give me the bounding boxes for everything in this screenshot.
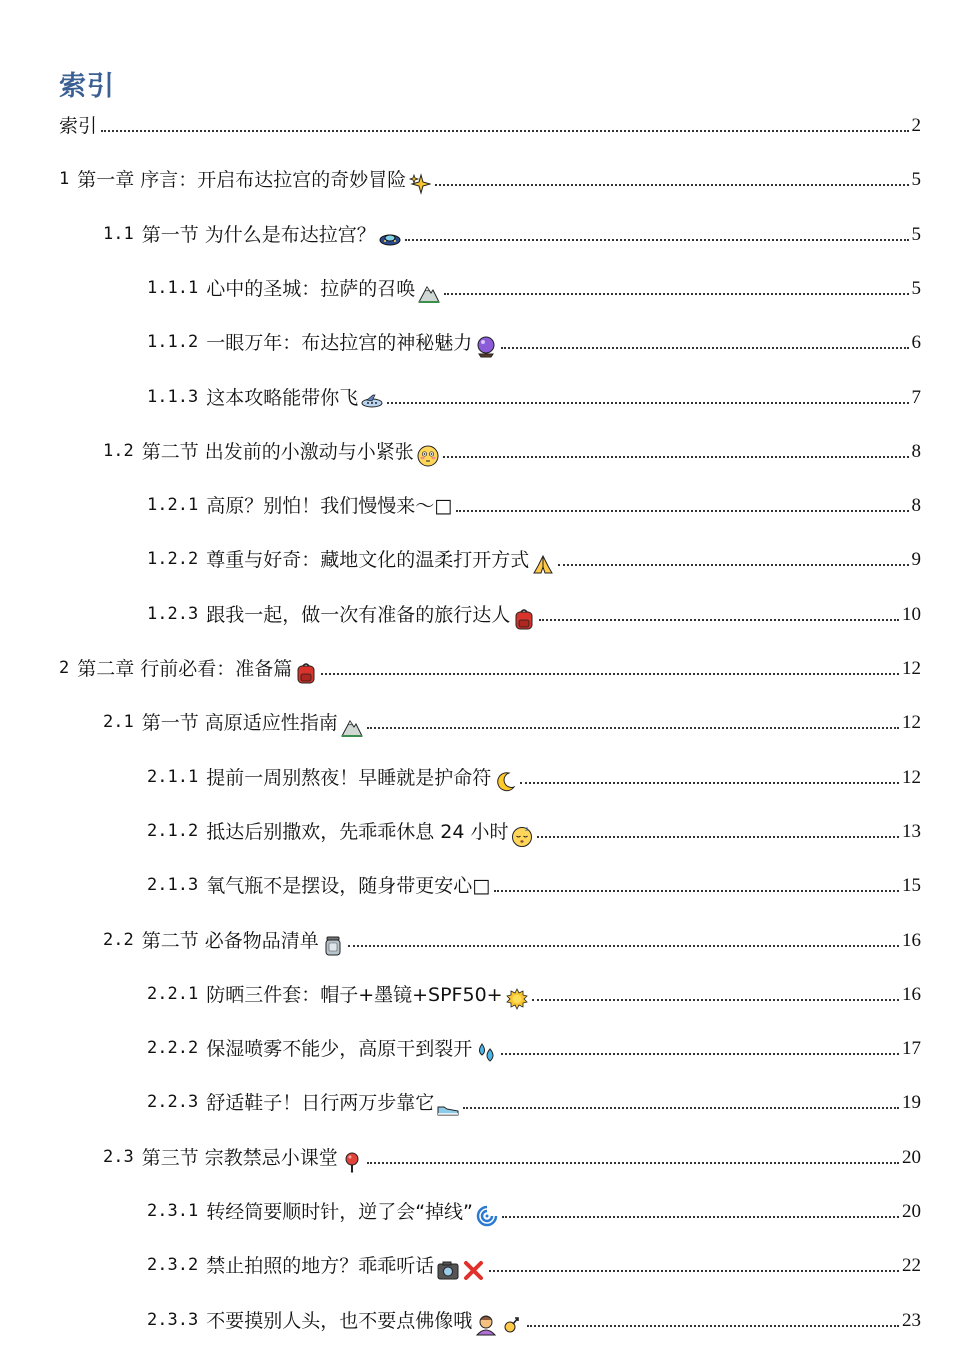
toc-entry-title: 禁止拍照的地方？乖乖听话: [206, 1255, 435, 1277]
crescent-moon-icon: [494, 771, 516, 793]
toc-entry[interactable]: [147, 1303, 921, 1333]
dot-leader: [405, 238, 909, 241]
toc-entry-title: 第一节 为什么是布达拉宫？: [141, 224, 376, 246]
toc-entry-page-number: 20: [902, 1201, 921, 1222]
toc-entry[interactable]: [147, 760, 921, 790]
dot-leader: [532, 998, 899, 1001]
toc-entry-title: 转经筒要顺时针，逆了会“掉线”: [206, 1201, 473, 1223]
svg-text:z: z: [525, 826, 529, 833]
flying-saucer-icon: [379, 228, 401, 250]
folded-hands-icon: [532, 553, 554, 575]
toc-entry-page-number: 12: [902, 658, 921, 679]
toc-entry[interactable]: [147, 325, 921, 355]
dot-leader: [501, 1052, 899, 1055]
toc-entry[interactable]: [59, 108, 921, 138]
toc-entry-number: 2.3: [103, 1147, 134, 1167]
toc-entry-page-number: 6: [911, 332, 921, 353]
toc-entry-number: 2.1.1: [147, 767, 199, 787]
dot-leader: [456, 509, 908, 512]
toc-entry-title: 索引: [59, 115, 98, 137]
toc-entry-page-number: 13: [902, 821, 921, 842]
toc-entry-page-number: 12: [902, 767, 921, 788]
crystal-ball-icon: [475, 336, 497, 358]
toc-entry-title: 心中的圣城：拉萨的召唤: [206, 278, 416, 300]
dot-leader: [367, 1161, 899, 1164]
toc-entry-number: 2.2.2: [147, 1038, 199, 1058]
toc-entry-title: 不要摸别人头，也不要点佛像哦: [206, 1310, 473, 1332]
toc-entry-title: 这本攻略能带你飞: [206, 387, 359, 409]
toc-entry[interactable]: [147, 1031, 921, 1061]
toc-entry-page-number: 5: [911, 169, 921, 190]
backpack-icon: [295, 662, 317, 684]
toc-entry-page-number: 16: [902, 930, 921, 951]
toc-entry-page-number: 8: [911, 441, 921, 462]
toc-entry[interactable]: [103, 1140, 921, 1170]
toc-entry-number: 2.3.3: [147, 1310, 199, 1330]
toc-entry[interactable]: [147, 542, 921, 572]
toc-entry-number: 2.3.1: [147, 1201, 199, 1221]
toc-heading: 索引: [59, 71, 115, 102]
dot-leader: [463, 1106, 899, 1109]
dot-leader: [537, 835, 899, 838]
toc-entry-title: 第二节 出发前的小激动与小紧张: [141, 441, 414, 463]
toc-entry-number: 1.1.1: [147, 278, 199, 298]
toc-entry-title: 舒适鞋子！日行两万步靠它: [206, 1092, 435, 1114]
toc-entry[interactable]: [103, 434, 921, 464]
toc-entry-title: 第一章 序言：开启布达拉宫的奇妙冒险: [77, 169, 407, 191]
sun-icon: [506, 988, 528, 1010]
toc-entry-number: 1.2.3: [147, 604, 199, 624]
toc-entry-number: 1.2.2: [147, 549, 199, 569]
toc-entry-title: 第三节 宗教禁忌小课堂: [141, 1147, 338, 1169]
dot-leader: [443, 455, 909, 458]
toc-entry-page-number: 17: [902, 1038, 921, 1059]
toc-entry[interactable]: [147, 488, 921, 518]
toc-entry-number: 1.1.3: [147, 387, 199, 407]
dot-leader: [501, 346, 908, 349]
dot-leader: [539, 618, 899, 621]
toc-entry-page-number: 5: [911, 224, 921, 245]
toc-entry-number: 2: [59, 658, 70, 678]
toc-entry-page-number: 8: [911, 495, 921, 516]
toc-entry[interactable]: [147, 868, 921, 898]
toc-entry-number: 2.1: [103, 712, 134, 732]
dot-leader: [101, 129, 908, 132]
toc-entry[interactable]: [103, 923, 921, 953]
toc-entry-title: 一眼万年：布达拉宫的神秘魅力: [206, 332, 473, 354]
sparkles-icon: [409, 173, 431, 195]
toc-entry-number: 1.2.1: [147, 495, 199, 515]
toc-entry-number: 1.1.2: [147, 332, 199, 352]
dot-leader: [367, 726, 899, 729]
toc-entry[interactable]: [147, 271, 921, 301]
toc-entry[interactable]: [147, 597, 921, 627]
toc-entry-title: 第二节 必备物品清单: [141, 930, 319, 952]
dot-leader: [387, 401, 908, 404]
dot-leader: [494, 889, 899, 892]
toc-entry-title: 氧气瓶不是摆设，随身带更安心□: [206, 875, 491, 897]
toc-entry[interactable]: [147, 1085, 921, 1115]
dot-leader: [444, 292, 908, 295]
dot-leader: [502, 1215, 899, 1218]
toc-entry-title: 高原？别怕！我们慢慢来～□: [206, 495, 453, 517]
toc-entry[interactable]: [103, 217, 921, 247]
toc-entry[interactable]: [147, 380, 921, 410]
toc-entry[interactable]: [59, 162, 921, 192]
toc-entry[interactable]: [147, 814, 921, 844]
toc-entry-title: 第二章 行前必看：准备篇: [77, 658, 293, 680]
toc-entry-page-number: 16: [902, 984, 921, 1005]
cyclone-icon: [476, 1205, 498, 1227]
toc-entry-page-number: 9: [911, 549, 921, 570]
toc-entry-page-number: 10: [902, 604, 921, 625]
toc-entry[interactable]: [147, 1194, 921, 1224]
toc-entry[interactable]: [147, 1248, 921, 1278]
toc-entry-title: 跟我一起，做一次有准备的旅行达人: [206, 604, 511, 626]
toc-entry-page-number: 19: [902, 1092, 921, 1113]
toc-entry-title: 防晒三件套：帽子+墨镜+SPF50+: [206, 984, 503, 1006]
toc-entry-page-number: 23: [902, 1310, 921, 1331]
toc-entry-title: 保湿喷雾不能少，高原干到裂开: [206, 1038, 473, 1060]
mountain-icon: [341, 716, 363, 738]
toc-entry-number: 1: [59, 169, 70, 189]
flushed-face-icon: [417, 445, 439, 467]
toc-entry-page-number: 7: [911, 387, 921, 408]
backpack-icon: [513, 608, 535, 630]
dot-leader: [527, 1324, 899, 1327]
airplane-icon: [361, 391, 383, 413]
toc-entry-page-number: 12: [902, 712, 921, 733]
dot-leader: [558, 563, 908, 566]
toc-entry-number: 2.1.2: [147, 821, 199, 841]
dot-leader: [520, 781, 899, 784]
toc-entry[interactable]: [59, 651, 921, 681]
toc-entry-number: 2.2: [103, 930, 134, 950]
dot-leader: [489, 1269, 899, 1272]
toc-entry-number: 2.2.3: [147, 1092, 199, 1112]
toc-entry[interactable]: [103, 705, 921, 735]
toc-entry-page-number: 2: [911, 115, 921, 136]
toc-entry-page-number: 20: [902, 1147, 921, 1168]
dot-leader: [321, 672, 899, 675]
toc-entry-page-number: 22: [902, 1255, 921, 1276]
jar-icon: [322, 934, 344, 956]
toc-entry-title: 尊重与好奇：藏地文化的温柔打开方式: [206, 549, 530, 571]
toc-entry-number: 2.1.3: [147, 875, 199, 895]
toc-entry-title: 第一节 高原适应性指南: [141, 712, 338, 734]
toc-entry-number: 2.2.1: [147, 984, 199, 1004]
camera-cross-icon: [437, 1259, 485, 1281]
exclamation-icon: [341, 1151, 363, 1173]
sleeping-face-icon: [511, 825, 533, 847]
mountain-icon: [418, 282, 440, 304]
toc-entry-number: 2.3.2: [147, 1255, 199, 1275]
water-drops-icon: [475, 1042, 497, 1064]
toc-entry[interactable]: [147, 977, 921, 1007]
toc-entry-title: 提前一周别熬夜！早睡就是护命符: [206, 767, 492, 789]
sneaker-icon: [437, 1096, 459, 1118]
toc-entry-number: 1.2: [103, 441, 134, 461]
toc-entry-number: 1.1: [103, 224, 134, 244]
toc-entry-page-number: 15: [902, 875, 921, 896]
person-gesture-icon: [475, 1314, 523, 1336]
toc-entry-title: 抵达后别撒欢，先乖乖休息 24 小时: [206, 821, 509, 843]
dot-leader: [348, 944, 899, 947]
dot-leader: [435, 183, 908, 186]
toc-entry-page-number: 5: [911, 278, 921, 299]
